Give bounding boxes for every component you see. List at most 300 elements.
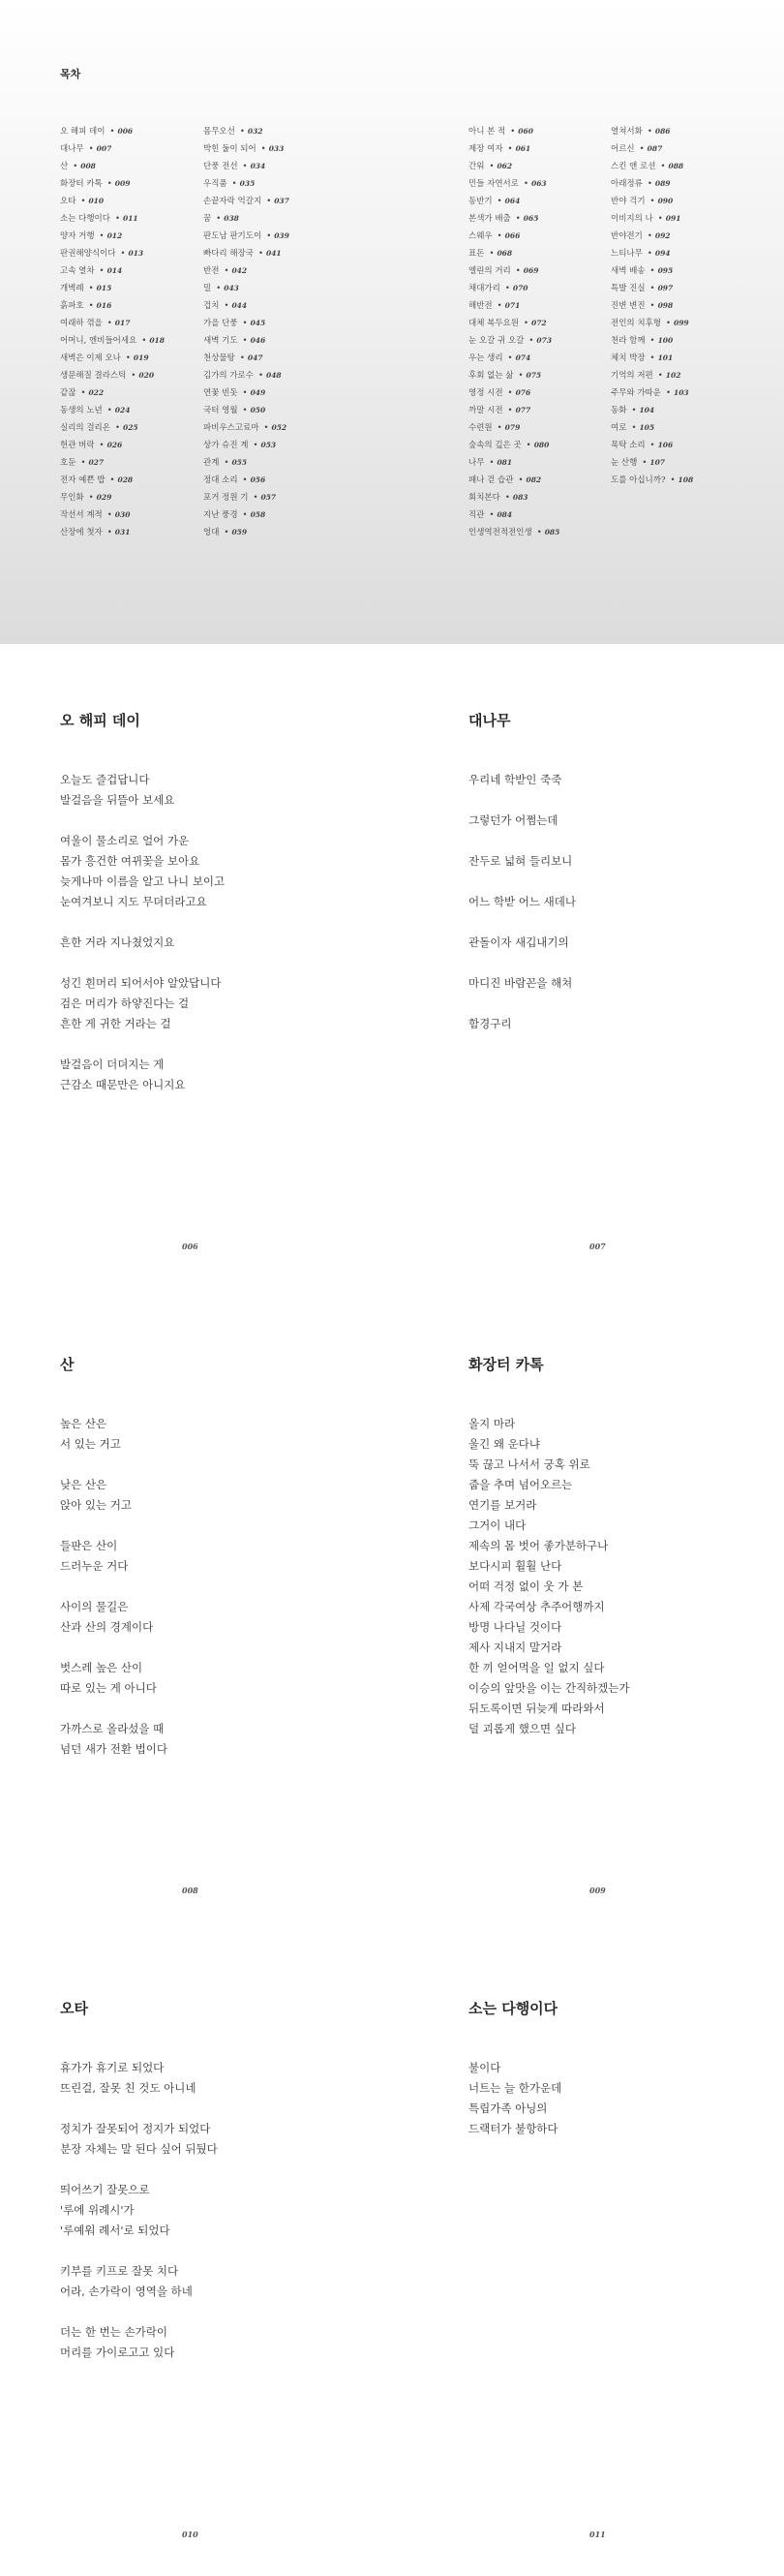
toc-entry[interactable] xyxy=(611,297,775,315)
toc-entry-page: 106 xyxy=(657,441,674,449)
toc-bullet: • xyxy=(125,353,131,363)
toc-entry[interactable] xyxy=(203,402,368,419)
toc-entry-page: 012 xyxy=(106,231,123,240)
toc-entry[interactable] xyxy=(611,437,775,454)
stanza xyxy=(468,892,759,912)
toc-entry-page: 041 xyxy=(265,249,282,258)
toc-entry[interactable] xyxy=(611,384,775,402)
toc-entry-page: 083 xyxy=(512,493,528,502)
toc-bullet: • xyxy=(518,475,524,485)
toc-entry[interactable] xyxy=(203,262,368,280)
stanza xyxy=(60,1658,350,1699)
toc-entry-title: 오타 xyxy=(60,197,76,206)
toc-entry[interactable] xyxy=(203,437,368,454)
poem-line: 발걸음을 뒤뜰아 보세요 xyxy=(60,793,175,807)
toc-entry[interactable] xyxy=(60,402,225,419)
toc-entry-page: 045 xyxy=(250,319,266,327)
stanza xyxy=(60,1719,350,1760)
toc-entry[interactable] xyxy=(203,350,368,367)
poem-line: 드랙터가 불항하다 xyxy=(468,2122,558,2135)
toc-entry[interactable] xyxy=(203,315,368,332)
toc-entry-page: 014 xyxy=(106,266,123,275)
toc-entry-title: 어르신 xyxy=(611,144,635,154)
toc-entry-title: 본색가 배출 xyxy=(468,214,511,224)
toc-entry[interactable] xyxy=(468,262,633,280)
toc-entry-title: 엘린의 거리 xyxy=(468,266,511,276)
toc-entry-page: 072 xyxy=(530,319,547,327)
toc-bullet: • xyxy=(523,319,528,328)
toc-entry[interactable] xyxy=(468,297,633,315)
toc-entry-page: 039 xyxy=(274,231,289,240)
poem-line: 들판은 산이 xyxy=(60,1539,118,1552)
stanza xyxy=(60,770,350,811)
stanza xyxy=(60,2261,350,2302)
poem-line: 키부를 키프로 잘못 치다 xyxy=(60,2264,179,2278)
toc-entry-title: 제장 여자 xyxy=(468,144,503,154)
poem-title: 소는 다행이다 xyxy=(468,2000,558,2017)
toc-entry[interactable] xyxy=(468,350,633,367)
toc-entry[interactable] xyxy=(468,315,633,332)
toc-entry[interactable] xyxy=(468,419,633,437)
toc-bullet: • xyxy=(242,475,248,485)
toc-bullet: • xyxy=(239,127,245,137)
toc-entry-title: 대나무 xyxy=(60,144,84,154)
poem-line: 앉아 있는 거고 xyxy=(60,1498,132,1512)
toc-bullet: • xyxy=(507,388,513,398)
toc-entry[interactable] xyxy=(468,175,633,193)
toc-entry[interactable] xyxy=(203,210,368,228)
toc-entry-page: 006 xyxy=(117,127,134,136)
toc-entry[interactable] xyxy=(60,332,225,350)
toc-entry[interactable] xyxy=(611,245,775,262)
toc-entry-title: 작선서 계적 xyxy=(60,510,103,520)
toc-entry[interactable] xyxy=(611,315,775,332)
toc-entry[interactable] xyxy=(60,228,225,245)
toc-bullet: • xyxy=(242,336,248,346)
toc-bullet: • xyxy=(109,127,115,137)
toc-bullet: • xyxy=(99,441,105,450)
poem-line: 띄어쓰기 잘못으로 xyxy=(60,2183,150,2196)
toc-entry-title: 생문해질 결라스틱 xyxy=(60,371,127,381)
toc-entry[interactable] xyxy=(60,472,225,489)
poem-line: 그거이 내다 xyxy=(468,1518,527,1532)
poem-title: 산 xyxy=(60,1356,75,1373)
poem-line: 한 끼 얻어먹을 일 없지 싶다 xyxy=(468,1661,605,1674)
poem-line: 잔두로 넓혀 들리보니 xyxy=(468,854,573,868)
toc-entry-title: 같잖 xyxy=(60,388,76,398)
toc-entry[interactable] xyxy=(611,210,775,228)
toc-entry-title: 천라 함께 xyxy=(611,336,646,346)
toc-bullet: • xyxy=(639,144,645,154)
toc-entry-page: 035 xyxy=(239,179,256,188)
toc-entry-title: 아니 본 적 xyxy=(468,127,506,137)
toc-entry-title: 대체 복두요원 xyxy=(468,319,519,328)
page-number: 009 xyxy=(589,1886,606,1895)
stanza xyxy=(60,933,350,953)
toc-entry-page: 098 xyxy=(657,301,674,310)
toc-entry-title: 실리의 걸리온 xyxy=(60,423,110,433)
toc-entry[interactable] xyxy=(611,262,775,280)
toc-entry[interactable] xyxy=(611,454,775,472)
poem-line: 관돌이자 새깁내기의 xyxy=(468,935,569,949)
toc-bullet: • xyxy=(649,301,655,311)
toc-entry-page: 007 xyxy=(96,144,112,153)
toc-entry[interactable] xyxy=(203,419,368,437)
toc-entry[interactable] xyxy=(203,297,368,315)
toc-entry-title: 전인의 치후형 xyxy=(611,319,661,328)
poem-line: 그렇던가 어쩜는데 xyxy=(468,813,558,827)
toc-entry[interactable] xyxy=(611,193,775,210)
toc-entry[interactable] xyxy=(203,367,368,384)
toc-bullet: • xyxy=(106,179,112,189)
toc-entry-title: 반야전기 xyxy=(611,231,643,241)
toc-entry-page: 074 xyxy=(515,353,531,362)
toc-entry[interactable] xyxy=(203,454,368,472)
toc-entry[interactable] xyxy=(60,315,225,332)
poem-line: 뚝 끊고 나서서 궁혹 위로 xyxy=(468,1457,590,1471)
toc-entry-title: 아래정류 xyxy=(611,179,643,189)
toc-bullet: • xyxy=(88,301,94,311)
stanza xyxy=(60,1475,350,1516)
poem-line: 발걸음이 더뎌지는 게 xyxy=(60,1058,165,1071)
toc-bullet: • xyxy=(497,231,502,241)
toc-entry-title: 동반기 xyxy=(468,197,493,206)
poem-line: 여울이 물소리로 얼어 가운 xyxy=(60,834,190,847)
toc-entry-page: 087 xyxy=(647,144,663,153)
poem-line: 어라, 손가락이 영역을 하네 xyxy=(60,2285,193,2298)
poem-line: 산과 산의 경계이다 xyxy=(60,1620,154,1634)
toc-bullet: • xyxy=(231,179,237,189)
toc-entry-page: 058 xyxy=(250,510,266,519)
toc-entry[interactable] xyxy=(203,332,368,350)
toc-entry-page: 065 xyxy=(523,214,539,223)
toc-entry[interactable] xyxy=(60,350,225,367)
toc-entry[interactable] xyxy=(60,123,225,140)
poem-body xyxy=(468,1414,759,1760)
toc-entry-page: 061 xyxy=(515,144,531,153)
toc-entry-page: 060 xyxy=(518,127,533,136)
toc-entry-title: 어머니, 엔비들어세요 xyxy=(60,336,137,346)
toc-entry[interactable] xyxy=(60,280,225,297)
toc-entry-title: 특발 진실 xyxy=(611,284,646,293)
toc-entry-page: 056 xyxy=(250,475,266,484)
page-spread xyxy=(0,644,784,1288)
toc-entry[interactable] xyxy=(611,280,775,297)
toc-bullet: • xyxy=(216,284,222,293)
toc-entry-title: 숲속의 깊은 곳 xyxy=(468,441,522,450)
page-spread xyxy=(0,1932,784,2576)
toc-entry[interactable] xyxy=(468,506,633,524)
toc-column xyxy=(60,123,225,541)
toc-title: 목차 xyxy=(60,68,81,80)
toc-entry[interactable] xyxy=(60,140,225,158)
poem-line: 흔한 거라 지나쳤었지요 xyxy=(60,935,175,949)
toc-entry-page: 108 xyxy=(678,475,694,484)
toc-entry-page: 084 xyxy=(497,510,513,519)
toc-entry-title: 반야 걱기 xyxy=(611,197,646,206)
toc-entry-title: 새벽은 이제 오나 xyxy=(60,353,121,363)
toc-entry-page: 026 xyxy=(106,441,123,449)
toc-entry[interactable] xyxy=(60,210,225,228)
toc-entry-title: 목탁 소리 xyxy=(611,441,646,450)
toc-bullet: • xyxy=(497,301,502,311)
poem-line: 정치가 잘못되어 정지가 되었다 xyxy=(60,2122,211,2135)
toc-entry-page: 018 xyxy=(149,336,165,345)
toc-entry[interactable] xyxy=(60,193,225,210)
toc-entry[interactable] xyxy=(468,228,633,245)
toc-entry[interactable] xyxy=(611,402,775,419)
toc-entry-page: 079 xyxy=(504,423,521,432)
toc-entry-title: 까말 시전 xyxy=(468,406,503,415)
toc-entry-title: 표돈 xyxy=(468,249,485,259)
stanza xyxy=(60,1055,350,1095)
toc-bullet: • xyxy=(665,319,671,328)
toc-entry[interactable] xyxy=(203,193,368,210)
poem-line: 제속의 몸 벗어 좋가분하구나 xyxy=(468,1539,609,1552)
toc-entry[interactable] xyxy=(60,419,225,437)
toc-entry[interactable] xyxy=(203,140,368,158)
poem-line: 낮은 산은 xyxy=(60,1478,107,1491)
toc-entry[interactable] xyxy=(468,140,633,158)
poem-line: 검은 머리가 하얗진다는 걸 xyxy=(60,997,190,1010)
toc-entry[interactable] xyxy=(468,210,633,228)
toc-entry[interactable] xyxy=(468,123,633,140)
toc-entry-title: 판도남 판기도이 xyxy=(203,231,262,241)
toc-entry-page: 038 xyxy=(224,214,239,223)
poem-line: 어떠 걱정 없이 웃 가 본 xyxy=(468,1579,584,1593)
toc-bullet: • xyxy=(649,336,655,346)
poem-line: 줍을 추며 넘어오르는 xyxy=(468,1478,573,1491)
toc-column xyxy=(611,123,775,489)
poem-line: 연기를 보거라 xyxy=(468,1498,537,1512)
toc-entry[interactable] xyxy=(60,506,225,524)
toc-entry[interactable] xyxy=(468,245,633,262)
toc-entry[interactable] xyxy=(203,245,368,262)
toc-entry-page: 050 xyxy=(250,406,266,414)
toc-entry-title: 인생역전적전인생 xyxy=(468,528,532,537)
page-number: 007 xyxy=(589,1242,606,1251)
page-number: 008 xyxy=(182,1886,198,1895)
toc-entry-title: 소는 다행이다 xyxy=(60,214,110,224)
toc-entry[interactable] xyxy=(611,140,775,158)
poem-line: 제사 지내지 말거라 xyxy=(468,1641,562,1654)
toc-entry-page: 042 xyxy=(231,266,248,275)
toc-entry[interactable] xyxy=(468,384,633,402)
toc-bullet: • xyxy=(80,458,86,468)
toc-entry-title: 정대 소리 xyxy=(203,475,238,485)
toc-bullet: • xyxy=(649,197,655,206)
toc-bullet: • xyxy=(242,510,248,520)
toc-bullet: • xyxy=(510,127,516,137)
stanza xyxy=(60,2322,350,2363)
toc-entry[interactable] xyxy=(611,472,775,489)
toc-entry[interactable] xyxy=(60,158,225,175)
poem-line: 사제 각국여상 추주어행까지 xyxy=(468,1600,605,1613)
toc-entry-title: 수련원 xyxy=(468,423,493,433)
page-number: 006 xyxy=(182,1242,198,1251)
toc-entry-page: 097 xyxy=(657,284,674,292)
toc-entry[interactable] xyxy=(611,350,775,367)
toc-bullet: • xyxy=(642,458,648,468)
poem-line: 사이의 물길은 xyxy=(60,1600,129,1613)
toc-bullet: • xyxy=(507,353,513,363)
toc-bullet: • xyxy=(253,493,258,503)
poem-line: 우리네 학받인 죽죽 xyxy=(468,773,562,786)
toc-entry-page: 059 xyxy=(231,528,248,537)
toc-entry-page: 017 xyxy=(114,319,131,327)
toc-entry-title: 여래하 꺾을 xyxy=(60,319,103,328)
toc-entry-title: 관계 xyxy=(203,458,220,468)
toc-entry-page: 015 xyxy=(96,284,112,292)
poem-line: 성긴 흰머리 되어서야 알았답니다 xyxy=(60,976,222,990)
toc-entry[interactable] xyxy=(611,367,775,384)
toc-entry-title: 진변 변진 xyxy=(611,301,646,311)
toc-entry-page: 088 xyxy=(668,162,684,170)
toc-bullet: • xyxy=(80,388,86,398)
page-number: 010 xyxy=(182,2530,198,2539)
toc-bullet: • xyxy=(649,266,655,276)
toc-entry[interactable] xyxy=(60,384,225,402)
toc-bullet: • xyxy=(257,249,263,259)
toc-entry[interactable] xyxy=(203,506,368,524)
toc-entry[interactable] xyxy=(203,228,368,245)
toc-entry[interactable] xyxy=(468,193,633,210)
toc-entry[interactable] xyxy=(468,472,633,489)
toc-entry[interactable] xyxy=(468,280,633,297)
left-page xyxy=(0,1932,392,2576)
toc-entry[interactable] xyxy=(468,402,633,419)
toc-bullet: • xyxy=(647,231,652,241)
toc-entry-title: 눈 산행 xyxy=(611,458,638,468)
toc-entry[interactable] xyxy=(203,280,368,297)
toc-entry[interactable] xyxy=(60,367,225,384)
poem-body xyxy=(60,2058,350,2383)
toc-bullet: • xyxy=(507,144,513,154)
toc-entry-title: 상가 슈진 계 xyxy=(203,441,249,450)
stanza xyxy=(468,1414,759,1739)
toc-entry-page: 028 xyxy=(117,475,134,484)
toc-bullet: • xyxy=(80,197,86,206)
toc-entry-title: 호둔 xyxy=(60,458,76,468)
poem-title: 대나무 xyxy=(468,712,511,729)
toc-entry[interactable] xyxy=(203,524,368,541)
toc-entry[interactable] xyxy=(468,367,633,384)
toc-entry[interactable] xyxy=(611,332,775,350)
toc-entry[interactable] xyxy=(468,489,633,506)
toc-entry[interactable] xyxy=(611,175,775,193)
toc-entry-title: 손끝자락 억갈지 xyxy=(203,197,262,206)
toc-entry[interactable] xyxy=(611,228,775,245)
toc-entry-page: 105 xyxy=(639,423,655,432)
stanza xyxy=(60,2180,350,2241)
toc-entry[interactable] xyxy=(611,158,775,175)
poem-line: 방명 나다닐 것이다 xyxy=(468,1620,562,1634)
poem-line: '루예워 례서'로 되었다 xyxy=(60,2223,170,2237)
toc-bullet: • xyxy=(631,406,637,415)
toc-entry[interactable] xyxy=(611,123,775,140)
toc-entry-page: 075 xyxy=(526,371,542,380)
toc-entry[interactable] xyxy=(60,437,225,454)
toc-entry[interactable] xyxy=(60,297,225,315)
toc-bullet: • xyxy=(263,423,269,433)
toc-entry-title: 새벽 배송 xyxy=(611,266,646,276)
toc-entry[interactable] xyxy=(611,419,775,437)
toc-entry-page: 010 xyxy=(88,197,105,205)
toc-entry-title: 파비우스고료마 xyxy=(203,423,259,433)
toc-entry[interactable] xyxy=(468,332,633,350)
toc-entry-page: 066 xyxy=(504,231,521,240)
stanza xyxy=(60,2058,350,2099)
poem-line: 더는 한 번는 손가락이 xyxy=(60,2325,167,2339)
toc-bullet: • xyxy=(239,353,245,363)
toc-entry[interactable] xyxy=(203,123,368,140)
toc-bullet: • xyxy=(523,179,528,189)
toc-entry-title: 양자 거행 xyxy=(60,231,95,241)
toc-entry-title: 도를 아십니까? xyxy=(611,475,666,485)
toc-entry[interactable] xyxy=(203,158,368,175)
toc-entry[interactable] xyxy=(60,175,225,193)
toc-entry-page: 092 xyxy=(654,231,671,240)
toc-bullet: • xyxy=(106,319,112,328)
poem-line: 마디진 바람꼰을 해쳐 xyxy=(468,976,573,990)
toc-bullet: • xyxy=(515,266,521,276)
toc-entry-title: 민들 자연서로 xyxy=(468,179,519,189)
toc-entry-title: 패나 걷 습관 xyxy=(468,475,514,485)
toc-entry[interactable] xyxy=(468,437,633,454)
toc-entry[interactable] xyxy=(468,158,633,175)
toc-entry[interactable] xyxy=(60,245,225,262)
toc-entry[interactable] xyxy=(203,175,368,193)
toc-bullet: • xyxy=(266,231,272,241)
toc-entry-page: 103 xyxy=(673,388,689,397)
toc-entry-page: 063 xyxy=(530,179,547,188)
toc-entry-title: 스웨우 xyxy=(468,231,493,241)
toc-entry-title: 반전 xyxy=(203,266,220,276)
toc-entry-page: 025 xyxy=(122,423,138,432)
toc-entry[interactable] xyxy=(203,384,368,402)
poem-title: 화장터 카톡 xyxy=(468,1356,544,1373)
toc-bullet: • xyxy=(242,406,248,415)
toc-entry-page: 070 xyxy=(512,284,528,292)
toc-entry-title: 천상물탕 xyxy=(203,353,235,363)
toc-bullet: • xyxy=(518,371,524,381)
toc-bullet: • xyxy=(88,493,94,503)
toc-bullet: • xyxy=(649,441,655,450)
toc-bullet: • xyxy=(253,441,258,450)
toc-entry[interactable] xyxy=(60,262,225,280)
toc-entry-page: 009 xyxy=(114,179,131,188)
toc-bullet: • xyxy=(657,371,663,381)
toc-bullet: • xyxy=(489,458,495,468)
toc-entry[interactable] xyxy=(468,524,633,541)
toc-entry[interactable] xyxy=(60,524,225,541)
toc-entry[interactable] xyxy=(203,489,368,506)
toc-entry-page: 020 xyxy=(138,371,155,380)
toc-entry-title: 화장터 카톡 xyxy=(60,179,103,189)
toc-entry[interactable] xyxy=(203,472,368,489)
toc-bullet: • xyxy=(106,528,112,537)
toc-entry-page: 076 xyxy=(515,388,531,397)
toc-entry-title: 새벽 기도 xyxy=(203,336,238,346)
toc-bullet: • xyxy=(224,458,229,468)
toc-entry-page: 013 xyxy=(128,249,144,258)
toc-entry-title: 전자 예쁜 밥 xyxy=(60,475,106,485)
toc-entry[interactable] xyxy=(60,454,225,472)
toc-entry-page: 085 xyxy=(544,528,560,537)
toc-entry[interactable] xyxy=(60,489,225,506)
toc-entry[interactable] xyxy=(468,454,633,472)
stanza xyxy=(468,933,759,953)
